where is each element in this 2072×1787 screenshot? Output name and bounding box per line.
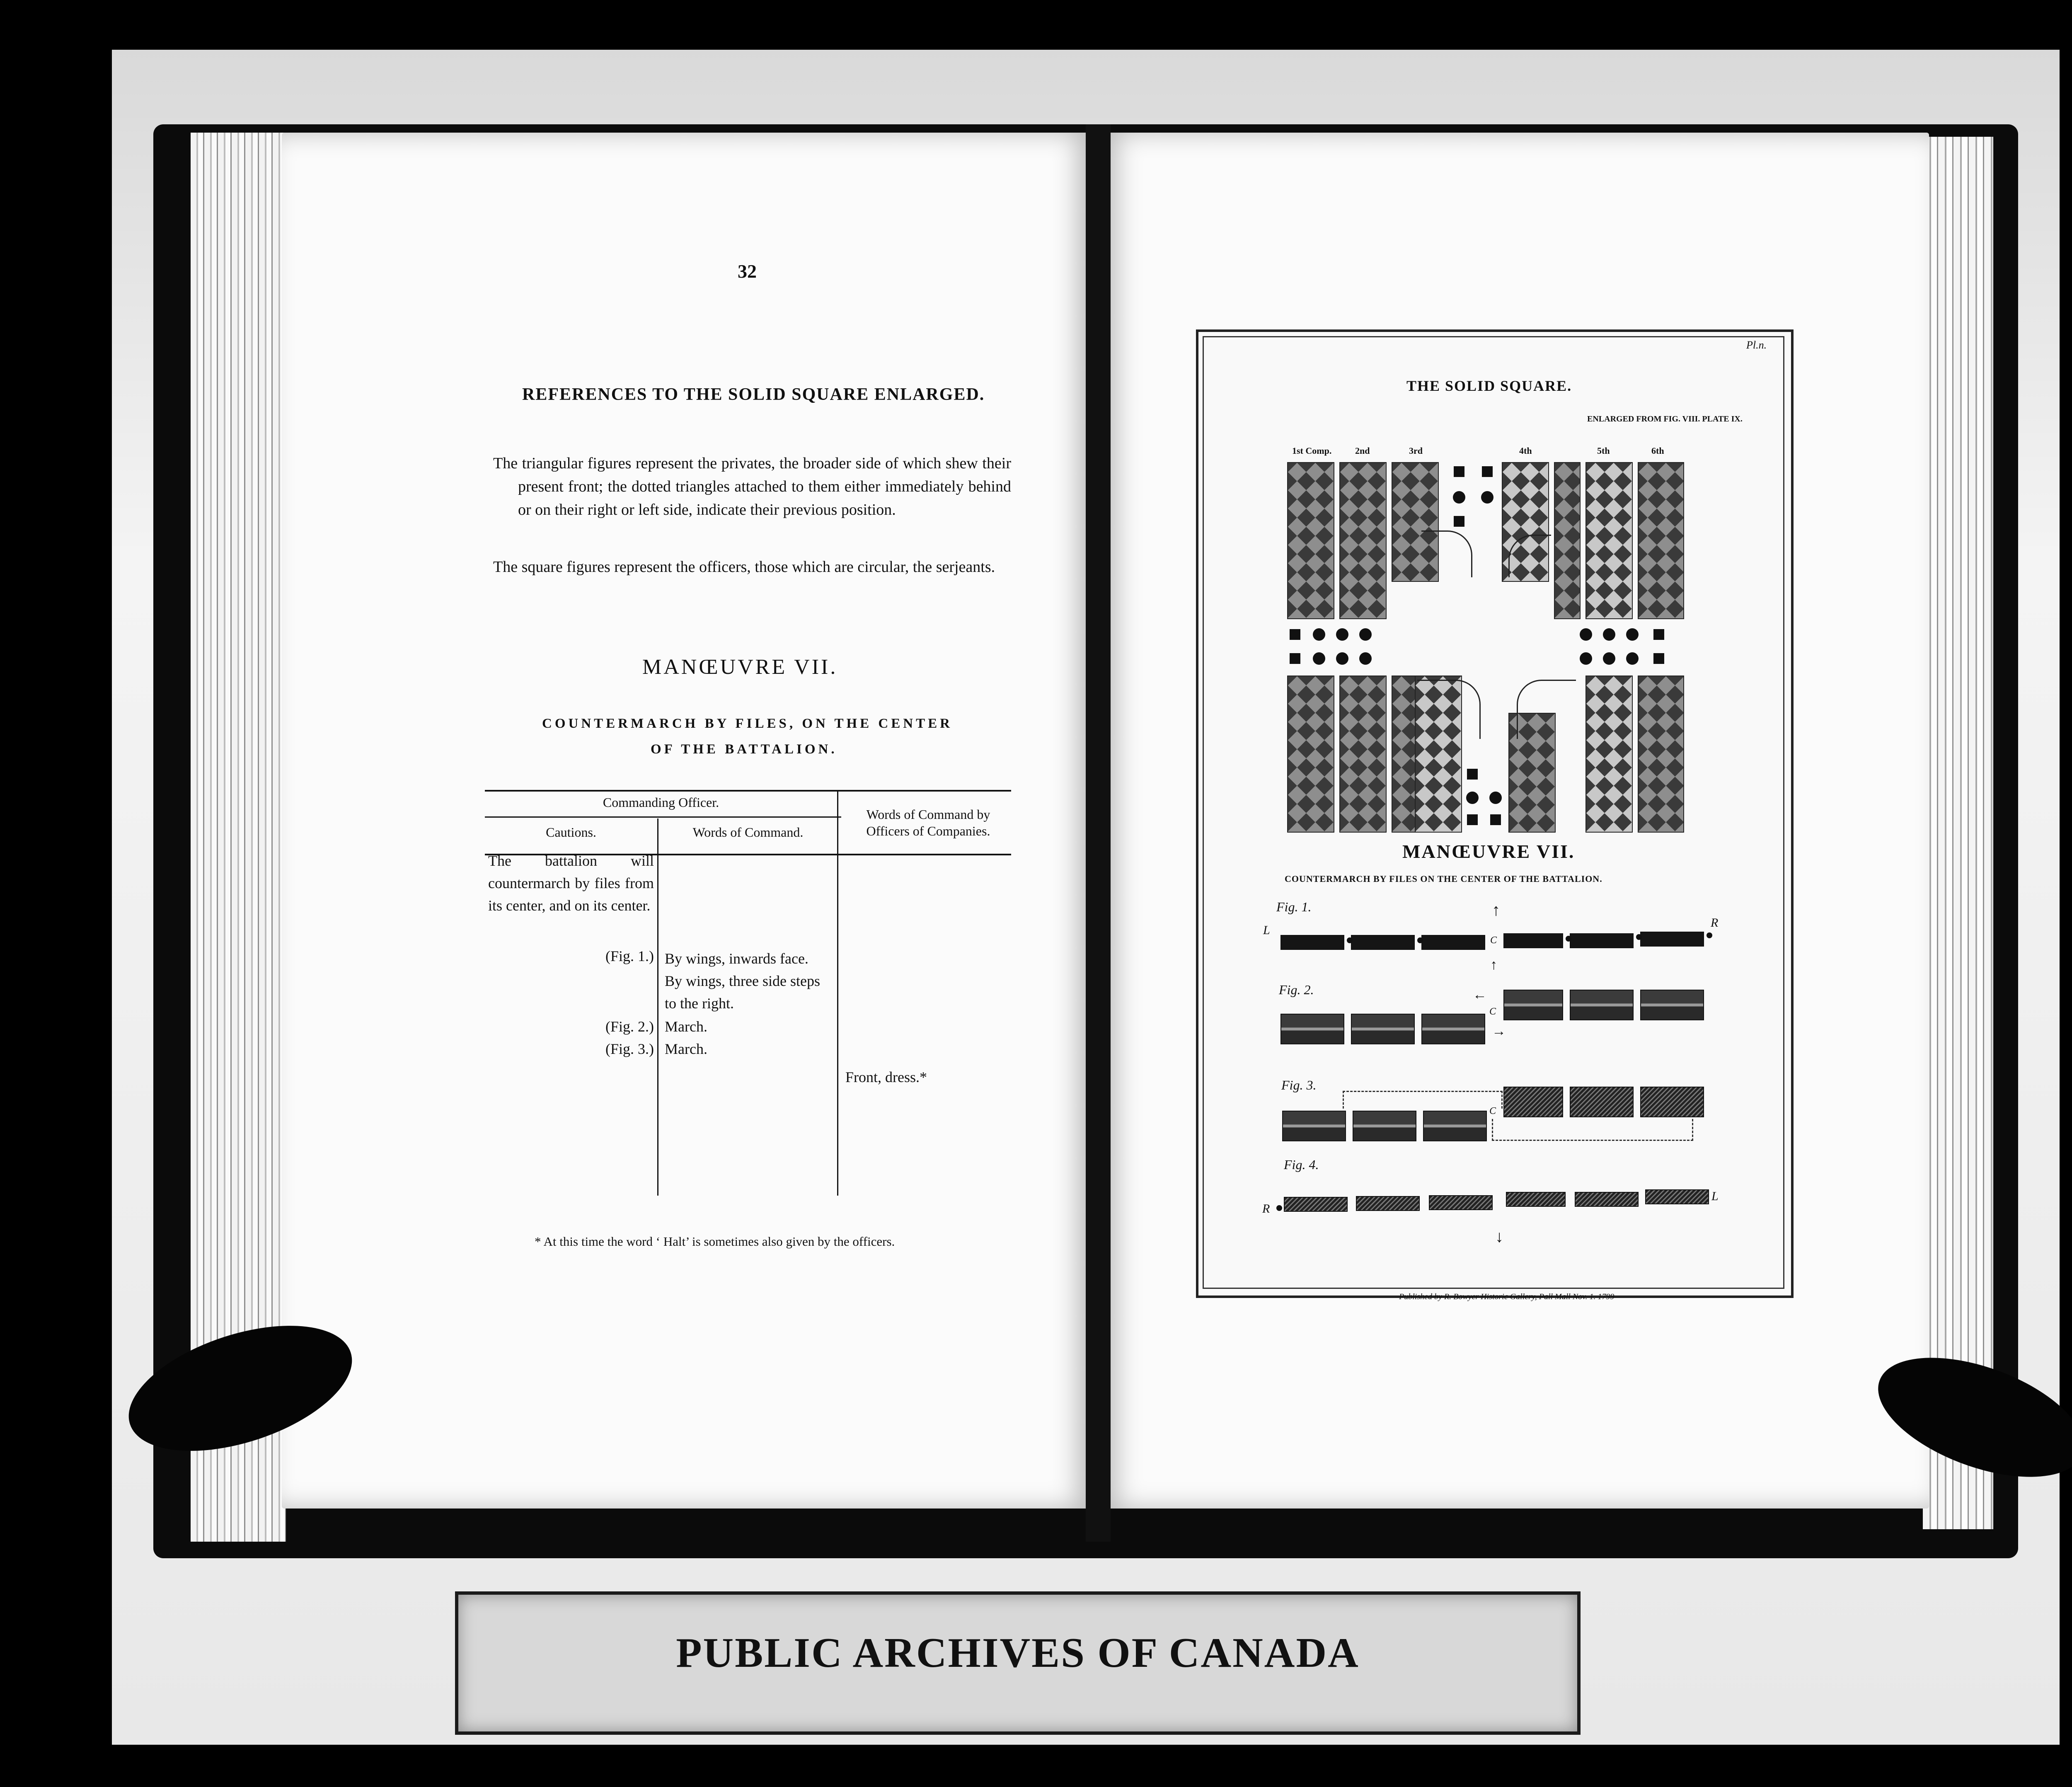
serjeant-circle (1626, 652, 1639, 665)
company-bar (1640, 1087, 1704, 1117)
formation-block (1287, 462, 1334, 619)
fig4-plate-label: Fig. 4. (1284, 1157, 1319, 1172)
company-label-3: 3rd (1409, 446, 1423, 456)
caution-battalion: The battalion will countermarch by files from its center, and on its center. (488, 852, 654, 914)
arrow-right-icon: → (1492, 1024, 1506, 1039)
serjeant-circle (1313, 628, 1325, 641)
officer-square (1454, 516, 1464, 527)
march-path (1492, 1119, 1693, 1141)
header-commanding-officer: Commanding Officer. (603, 795, 719, 810)
arrow-up-icon: ↑ (1490, 957, 1497, 973)
company-bar (1421, 935, 1485, 950)
company-label-2: 2nd (1355, 446, 1370, 456)
formation-block (1638, 676, 1684, 833)
company-label-6: 6th (1651, 446, 1664, 456)
arrow-down-icon: ↓ (1495, 1227, 1503, 1246)
company-bar (1280, 935, 1344, 950)
mark-right: R (1262, 1202, 1270, 1216)
page-number: 32 (738, 261, 757, 282)
page-edges-right (1923, 137, 1993, 1529)
serjeant-circle (1359, 628, 1372, 641)
wheel-arc (1421, 530, 1472, 577)
company-bar (1421, 1014, 1485, 1044)
company-bar (1640, 932, 1704, 947)
mark-left: L (1711, 1189, 1719, 1203)
serjeant-dot (1347, 937, 1353, 943)
officer-square (1467, 769, 1478, 780)
wheel-arc (1517, 680, 1576, 739)
plate-manoeuvre-subtitle: COUNTERMARCH BY FILES ON THE CENTER OF THE BATTALION. (1285, 874, 1602, 884)
company-bar (1645, 1189, 1709, 1204)
fig1-label: (Fig. 1.) (605, 948, 654, 964)
manoeuvre-title: MANŒUVRE VII. (642, 655, 838, 679)
company-bar (1570, 990, 1634, 1020)
table-vline-2 (837, 792, 838, 1196)
officer-square (1490, 814, 1501, 825)
company-bar (1575, 1192, 1639, 1207)
company-label-1: 1st Comp. (1292, 446, 1332, 456)
company-bar (1503, 1087, 1563, 1117)
formation-block (1638, 462, 1684, 619)
fig1-plate-label: Fig. 1. (1276, 899, 1312, 914)
officer-command: Front, dress.* (845, 1069, 927, 1085)
table-vline-1 (657, 818, 658, 1196)
company-bar (1351, 1014, 1415, 1044)
company-bar (1284, 1197, 1348, 1212)
serjeant-dot (1566, 936, 1571, 942)
formation-block (1287, 676, 1334, 833)
officer-square (1290, 629, 1300, 640)
serjeant-circle (1453, 491, 1465, 504)
plate-number: Pl.n. (1746, 339, 1767, 351)
company-bar (1353, 1111, 1416, 1141)
formation-block (1585, 676, 1633, 833)
serjeant-circle (1603, 652, 1615, 665)
company-label-5: 5th (1597, 446, 1610, 456)
officer-square (1290, 653, 1300, 664)
company-bar (1351, 935, 1415, 950)
book-gutter (1086, 124, 1111, 1542)
wheel-arc (1417, 680, 1481, 739)
officer-square (1454, 466, 1464, 477)
company-bar (1280, 1014, 1344, 1044)
serjeant-circle (1489, 792, 1502, 804)
plate-manoeuvre-title: MANŒUVRE VII. (1402, 841, 1575, 862)
mark-left: L (1263, 923, 1270, 937)
company-bar (1570, 933, 1634, 948)
fig1-command-a: By wings, inwards face. (665, 950, 808, 967)
serjeant-circle (1603, 628, 1615, 641)
officer-square (1653, 653, 1664, 664)
table-rule-mid (485, 816, 841, 818)
fig1-command-b: By wings, three side steps to the right. (665, 973, 820, 1012)
header-words-of-command: Words of Command. (692, 825, 804, 840)
serjeant-circle (1481, 491, 1493, 504)
formation-block (1339, 462, 1387, 619)
arrow-up-icon: ↑ (1492, 901, 1500, 919)
company-bar (1282, 1111, 1346, 1141)
fig2-plate-label: Fig. 2. (1279, 982, 1314, 997)
arrow-left-icon: ← (1473, 987, 1487, 1002)
fig3-plate-label: Fig. 3. (1281, 1078, 1317, 1092)
serjeant-circle (1626, 628, 1639, 641)
paragraph-squares-text: The square figures represent the officers, those which are circular, the serjeants. (493, 558, 995, 576)
officer-square (1467, 814, 1478, 825)
formation-block (1392, 676, 1418, 833)
company-label-4: 4th (1519, 446, 1532, 456)
company-bar (1503, 990, 1563, 1020)
paragraph-triangles (493, 452, 1011, 521)
serjeant-circle (1336, 628, 1348, 641)
formation-block (1554, 462, 1581, 619)
officer-square (1482, 466, 1493, 477)
company-bar (1429, 1195, 1493, 1210)
fig2-label: (Fig. 2.) (605, 1018, 654, 1035)
company-bar (1506, 1192, 1566, 1207)
mark-center: C (1489, 1006, 1496, 1017)
plate-subtitle: ENLARGED FROM FIG. VIII. PLATE IX. (1587, 414, 1743, 424)
serjeant-dot (1636, 934, 1642, 940)
header-officers-of-companies: Words of Command by Officers of Companies. (866, 807, 990, 838)
mark-center: C (1489, 1106, 1496, 1116)
publisher-imprint: Published by R. Bowyer Historic Gallery, Pall Mall Nov. 1. 1799 (1399, 1292, 1615, 1301)
references-heading: REFERENCES TO THE SOLID SQUARE ENLARGED. (522, 385, 985, 404)
serjeant-dot (1706, 932, 1712, 938)
company-bar (1640, 990, 1704, 1020)
company-bar (1356, 1196, 1420, 1211)
serjeant-circle (1580, 652, 1592, 665)
archive-label: PUBLIC ARCHIVES OF CANADA (676, 1630, 1360, 1676)
serjeant-dot (1276, 1205, 1282, 1211)
company-bar (1423, 1111, 1487, 1141)
footnote: * At this time the word ‘ Halt’ is sometimes also given by the officers. (535, 1234, 895, 1249)
manoeuvre-subtitle-line-2: OF THE BATTALION. (651, 742, 838, 757)
serjeant-dot (1417, 937, 1423, 943)
plate-title: THE SOLID SQUARE. (1406, 378, 1572, 394)
mark-center: C (1490, 935, 1497, 946)
company-bar (1570, 1087, 1634, 1117)
fig2-command: March. (665, 1018, 707, 1035)
paragraph-triangles-text: The triangular figures represent the privates, the broader side of which shew their present front; the dotted triangles attached to them either immediately behind or on their right or left side, indicate their previous position. (493, 455, 1011, 518)
fig3-label: (Fig. 3.) (605, 1041, 654, 1057)
serjeant-circle (1336, 652, 1348, 665)
table-rule-top (485, 790, 1011, 792)
march-path (1343, 1091, 1503, 1109)
fig3-command: March. (665, 1041, 707, 1057)
serjeant-circle (1313, 652, 1325, 665)
header-cautions: Cautions. (546, 825, 596, 840)
formation-block (1585, 462, 1633, 619)
mark-right: R (1711, 916, 1719, 930)
company-bar (1503, 933, 1563, 948)
officer-square (1653, 629, 1664, 640)
manoeuvre-subtitle-line-1: COUNTERMARCH BY FILES, ON THE CENTER (542, 716, 953, 731)
paragraph-squares (493, 555, 1011, 579)
serjeant-circle (1580, 628, 1592, 641)
serjeant-circle (1466, 792, 1479, 804)
serjeant-circle (1359, 652, 1372, 665)
formation-block (1339, 676, 1387, 833)
